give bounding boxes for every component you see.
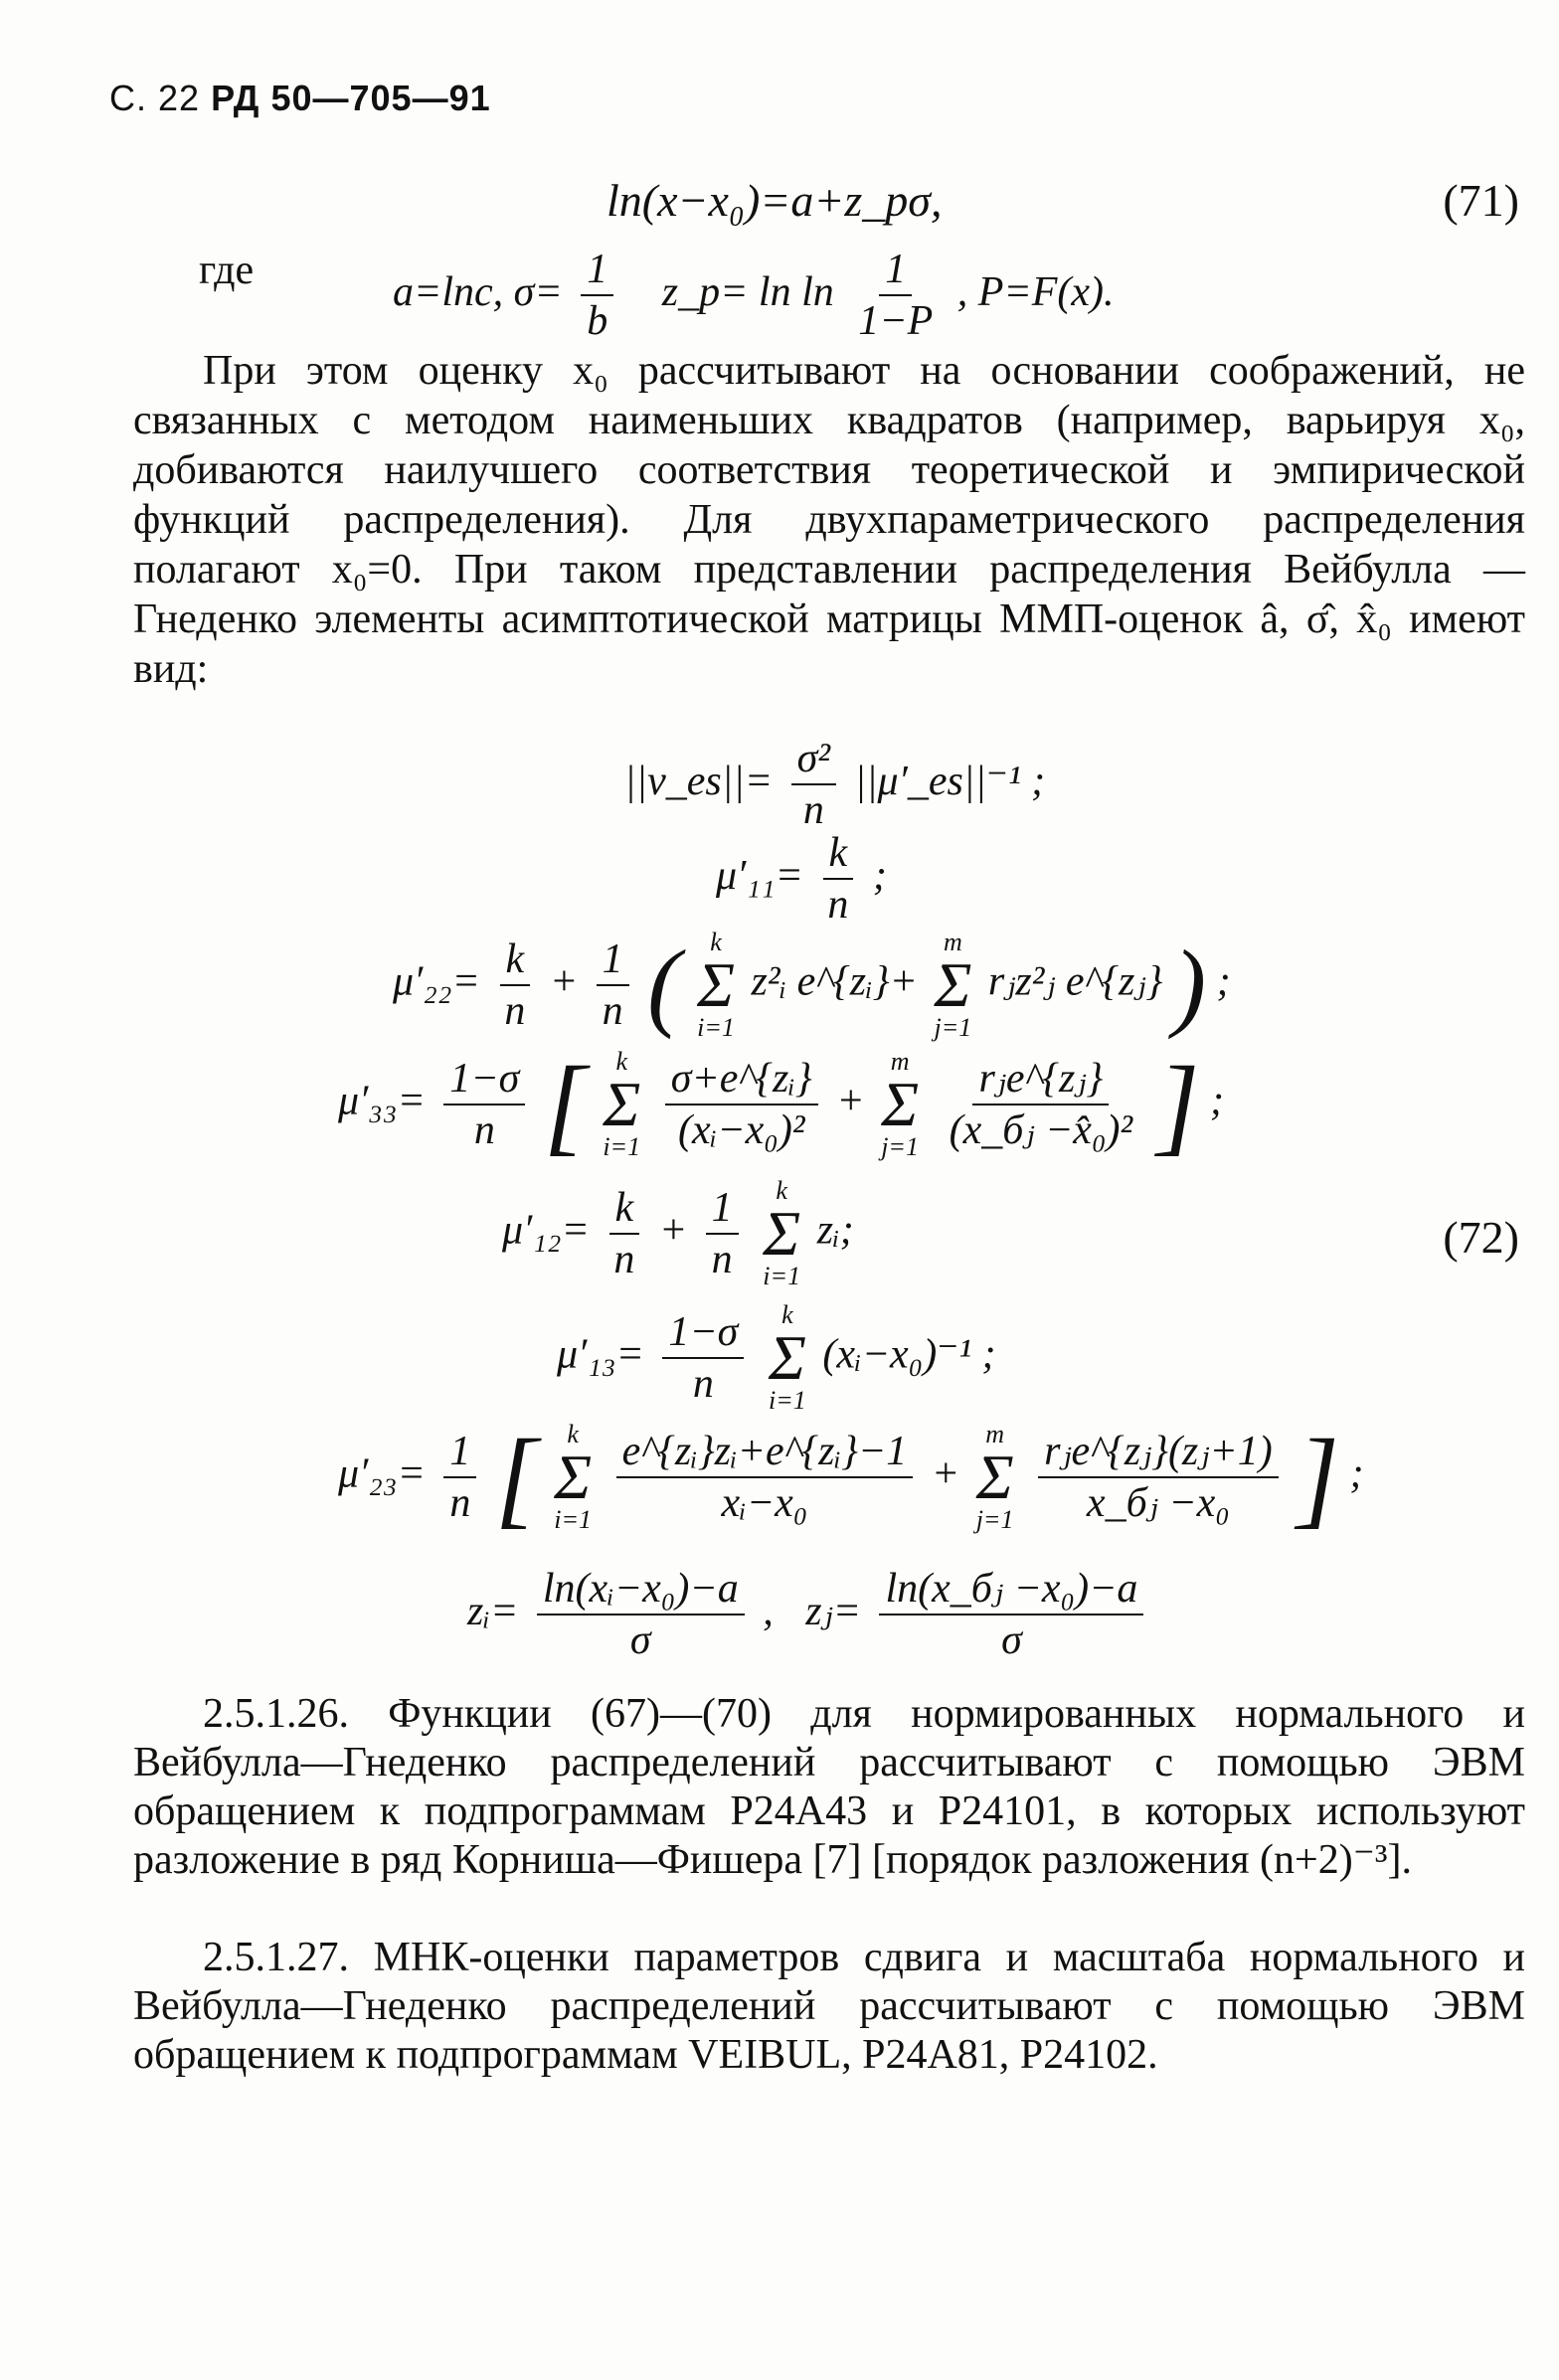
fraction-denominator: n: [449, 1480, 471, 1526]
eq72-line-7: [338, 1417, 1364, 1538]
fraction-numerator: 1−σ: [662, 1309, 744, 1359]
sum-upper-limit: m: [890, 1047, 910, 1076]
where-label: где: [199, 248, 255, 293]
eq72-line-5: [502, 1178, 854, 1289]
formula-tail: ;: [1209, 1078, 1224, 1124]
fraction-numerator: 1: [597, 936, 629, 986]
fraction-numerator: e^{zᵢ}zᵢ+e^{zᵢ}−1: [616, 1429, 914, 1478]
fraction-denominator: n: [473, 1107, 495, 1153]
fraction-numerator: 1−σ: [443, 1056, 525, 1105]
fraction-denominator: n: [504, 988, 526, 1034]
eq72-line-4: [338, 1044, 1224, 1165]
equation-71-definitions: [393, 247, 1115, 344]
formula-fraction: [498, 936, 531, 1034]
sum-lower-limit: i=1: [697, 1013, 735, 1042]
fraction-denominator: σ: [1001, 1617, 1022, 1664]
fraction-denominator: (xᵢ−x₀)²: [678, 1107, 805, 1153]
sum-symbol: k Σ i=1: [763, 1176, 801, 1290]
fraction-denominator: n: [802, 787, 824, 834]
plus-sign: +: [549, 958, 579, 1005]
sum-lower-limit: i=1: [554, 1505, 593, 1534]
sum-upper-limit: k: [776, 1176, 787, 1205]
paragraph-text: 2.5.1.26. Функции (67)—(70) для нормированных нормального и Вейбулла—Гнеденко распределений рассчитывают с помощью ЭВМ обращением к подпрограммам P24A43 и P24101, в которых используют разложение в ряд Корниша—Фишера [7] [порядок разложения (n+2)⁻³].: [133, 1691, 1525, 1883]
page-header: [109, 78, 491, 119]
fraction-denominator: n: [602, 988, 623, 1034]
sum-symbol: k Σ i=1: [554, 1420, 593, 1534]
sum-symbol: m Σ j=1: [881, 1047, 920, 1161]
formula-fraction: [821, 830, 854, 928]
document-code: РД 50—705—91: [211, 78, 491, 118]
formula-lhs: zᵢ=: [467, 1588, 519, 1634]
formula-fraction: [706, 1185, 739, 1282]
fraction-numerator: ln(x_бⱼ −x₀)−a: [879, 1566, 1143, 1615]
sum-term: z²ᵢ e^{zᵢ}+: [751, 958, 918, 1005]
formula-lhs: μ′₂₃=: [338, 1450, 426, 1497]
paragraph-text: При этом оценку x₀ рассчитывают на основании соображений, не связанных с методом наименьших квадратов (например, варьируя x₀, добиваются наилучшего соответствия теоретической и эмпирической функций распределения). Для двухпараметрического распределения полагают x₀=0. При таком представлении распределения Вейбулла — Гнеденко элементы асимптотической матрицы ММП-оценок â, σ̂, x̂₀ имеют вид:: [133, 348, 1525, 692]
fraction-numerator: 1: [706, 1185, 739, 1235]
equation-72-number: (72): [1443, 1212, 1519, 1263]
eq72-line-6: [557, 1302, 996, 1414]
separator: ,: [763, 1588, 774, 1634]
paragraph-text: 2.5.1.27. МНК-оценки параметров сдвига и масштаба нормального и Вейбулла—Гнеденко распределений рассчитывают с помощью ЭВМ обращением к подпрограммам VEIBUL, P24A81, P24102.: [133, 1935, 1525, 2078]
paragraph-section-2-5-1-27: [133, 1934, 1525, 2080]
def-sigma-lhs: σ=: [513, 268, 563, 315]
sum-upper-limit: k: [781, 1300, 793, 1329]
formula-lhs: zⱼ=: [805, 1588, 861, 1634]
right-bracket: ]: [1156, 1044, 1200, 1165]
sum-symbol: k Σ i=1: [603, 1047, 641, 1161]
sum-upper-limit: k: [615, 1047, 627, 1076]
eq72-line-2: [716, 830, 887, 928]
sum-lower-limit: j=1: [975, 1505, 1014, 1534]
formula-fraction: [665, 1056, 818, 1153]
formula-tail: ;: [872, 852, 887, 899]
fraction-numerator: k: [823, 830, 854, 880]
fraction-numerator: rⱼe^{zⱼ}: [972, 1056, 1109, 1105]
sum-upper-limit: m: [944, 928, 962, 956]
formula-fraction: [537, 1566, 745, 1663]
fraction-numerator: σ²: [791, 736, 836, 785]
formula-lhs: μ′₁₁=: [716, 852, 803, 899]
fraction-numerator: 1: [581, 247, 613, 296]
equation-71-main: ln(x−x₀)=a+z_pσ,: [606, 175, 943, 226]
left-bracket: [: [494, 1417, 538, 1538]
formula-fraction: [879, 1566, 1143, 1663]
sum-term: (xᵢ−x₀)⁻¹ ;: [822, 1331, 996, 1378]
formula-fraction: [1038, 1429, 1279, 1526]
fraction-numerator: 1: [443, 1429, 476, 1478]
sum-lower-limit: j=1: [881, 1132, 919, 1161]
sum-term: zᵢ;: [816, 1207, 854, 1254]
def-sigma-fraction: [581, 247, 613, 344]
formula-lhs: μ′₂₂=: [393, 958, 480, 1005]
sum-symbol: m Σ j=1: [975, 1420, 1014, 1534]
fraction-denominator: 1−P: [858, 298, 934, 345]
formula-fraction: [662, 1309, 744, 1407]
fraction-denominator: n: [827, 882, 849, 929]
formula-fraction: [443, 1056, 525, 1153]
left-bracket: [: [543, 1044, 587, 1165]
sum-lower-limit: i=1: [603, 1132, 641, 1161]
sum-upper-limit: k: [567, 1420, 579, 1448]
fraction-denominator: σ: [629, 1617, 651, 1664]
fraction-denominator: x_бⱼ −x₀: [1086, 1480, 1230, 1526]
fraction-numerator: k: [500, 936, 531, 986]
sum-upper-limit: k: [710, 928, 722, 956]
paragraph-intro: [133, 346, 1525, 694]
fraction-denominator: (x_бⱼ −x̂₀)²: [949, 1107, 1133, 1153]
sum-upper-limit: m: [985, 1420, 1004, 1448]
fraction-denominator: n: [711, 1237, 733, 1282]
fraction-numerator: k: [609, 1185, 640, 1235]
formula-fraction: [607, 1185, 640, 1282]
fraction-denominator: n: [692, 1361, 714, 1407]
sum-symbol: k Σ i=1: [696, 928, 736, 1042]
formula-fraction: [791, 736, 836, 833]
formula-rhs: ||μ′_es||⁻¹ ;: [854, 758, 1046, 804]
def-z-lhs: z_p= ln ln: [661, 268, 834, 315]
sum-term: rⱼz²ⱼ e^{zⱼ}: [987, 958, 1163, 1005]
sum-lower-limit: j=1: [934, 1013, 972, 1042]
fraction-denominator: xᵢ−x₀: [721, 1480, 808, 1526]
eq72-line-1: [624, 736, 1045, 833]
right-bracket: ]: [1297, 1417, 1340, 1538]
def-a: a=lnc,: [393, 268, 504, 315]
fraction-numerator: rⱼe^{zⱼ}(zⱼ+1): [1038, 1429, 1279, 1478]
def-p: , P=F(x).: [956, 268, 1115, 315]
left-paren: (: [647, 930, 681, 1040]
eq72-line-3: [393, 930, 1231, 1041]
page-number: С. 22: [109, 78, 201, 118]
formula-fraction: [443, 1429, 476, 1526]
paragraph-section-2-5-1-26: [133, 1690, 1525, 1885]
fraction-denominator: n: [613, 1237, 635, 1282]
plus-sign: +: [658, 1207, 688, 1254]
formula-fraction: [597, 936, 629, 1034]
eq72-line-8: [467, 1566, 1151, 1663]
formula-fraction: [616, 1429, 914, 1526]
formula-lhs: ||ν_es||=: [624, 758, 774, 804]
fraction-denominator: b: [587, 298, 608, 345]
sum-symbol: m Σ j=1: [934, 928, 972, 1042]
fraction-numerator: σ+e^{zᵢ}: [665, 1056, 818, 1105]
right-paren: ): [1172, 930, 1207, 1040]
formula-tail: ;: [1349, 1450, 1364, 1497]
sum-lower-limit: i=1: [763, 1262, 801, 1290]
plus-sign: +: [836, 1078, 865, 1124]
formula-lhs: μ′₃₃=: [338, 1078, 426, 1124]
fraction-numerator: 1: [879, 247, 912, 296]
formula-lhs: μ′₁₃=: [557, 1331, 644, 1378]
def-z-fraction: [852, 247, 939, 344]
sum-symbol: k Σ i=1: [768, 1300, 806, 1415]
formula-lhs: μ′₁₂=: [502, 1207, 590, 1254]
sum-lower-limit: i=1: [769, 1386, 806, 1415]
formula-tail: ;: [1216, 958, 1231, 1005]
equation-71-number: (71): [1443, 175, 1519, 226]
plus-sign: +: [931, 1450, 960, 1497]
fraction-numerator: ln(xᵢ−x₀)−a: [537, 1566, 745, 1615]
formula-fraction: [944, 1056, 1139, 1153]
